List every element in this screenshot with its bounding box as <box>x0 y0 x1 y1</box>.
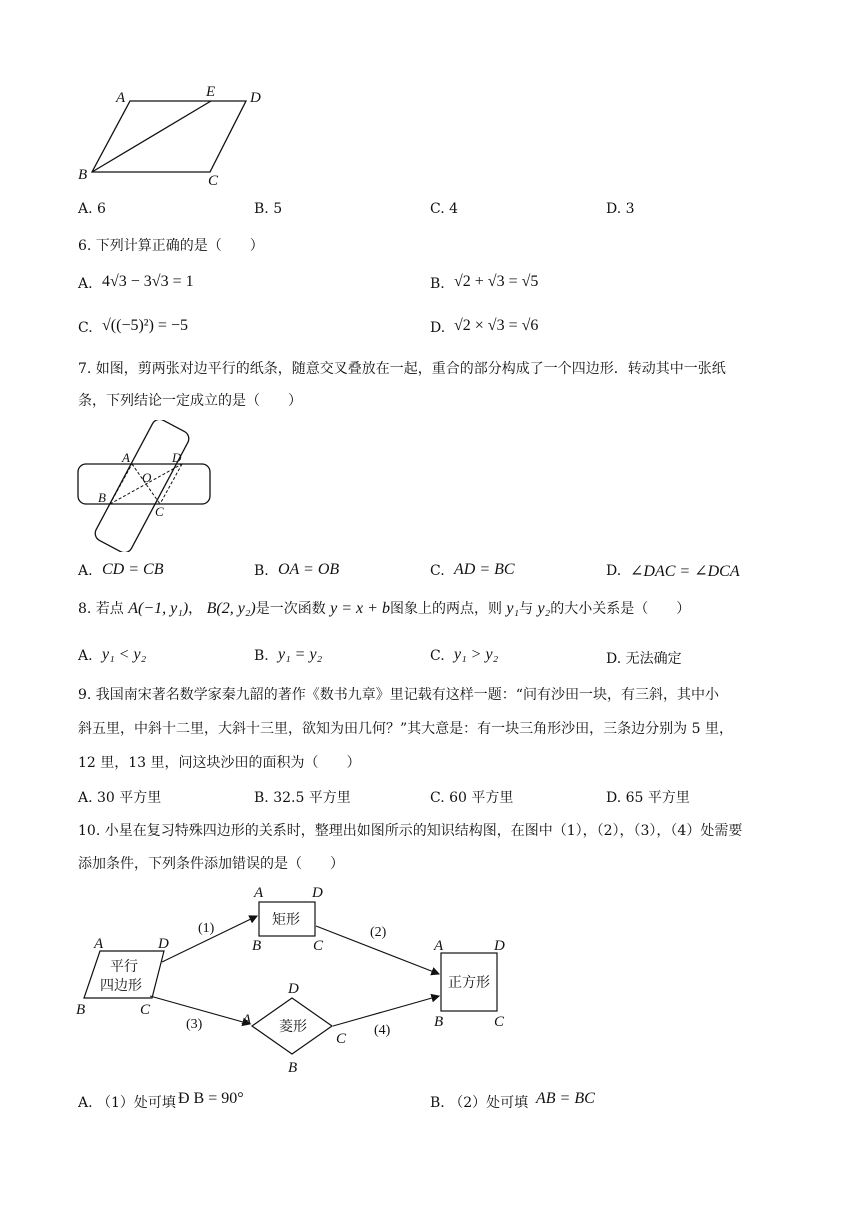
q6-option-c-expr: √((−5)²) = −5 <box>102 317 188 334</box>
q6-option-d-expr: √2 × √3 = √6 <box>454 317 539 334</box>
rhombus-label-d: D <box>288 981 299 997</box>
q7-option-b-label: B. <box>254 563 269 579</box>
q7-stem-line2: 条，下列结论一定成立的是（ ） <box>78 393 302 409</box>
q8-point-b: B(2, y₂) <box>206 600 256 617</box>
q8-option-b-label: B. <box>254 648 269 664</box>
q5-option-c: C. 4 <box>430 201 459 217</box>
rect-label-c: C <box>313 938 324 954</box>
q10-option-b-expr: AB = BC <box>536 1090 595 1107</box>
square-text: 正方形 <box>448 975 490 991</box>
q9-option-c: C. 60 平方里 <box>430 790 514 806</box>
q6-option-d-label: D. <box>430 320 446 336</box>
q8-option-a-label: A. <box>78 648 93 664</box>
para-label-a: A <box>94 936 104 952</box>
q5-option-b: B. 5 <box>254 201 283 217</box>
label-b: B <box>78 167 88 183</box>
rectangle-text: 矩形 <box>272 912 300 928</box>
arrow-label-3: (3) <box>186 1017 203 1032</box>
q7-stem-line1: 7. 如图，剪两张对边平行的纸条，随意交叉叠放在一起，重合的部分构成了一个四边形．转动其中一张纸 <box>78 361 726 377</box>
label-b: B <box>98 490 106 505</box>
q7-option-d-label: D. <box>606 563 622 579</box>
para-label-d: D <box>158 936 169 952</box>
arrow-label-1: (1) <box>198 921 215 936</box>
square-label-a: A <box>434 938 444 954</box>
q6-option-a-expr: 4√3 − 3√3 = 1 <box>102 273 194 290</box>
q8-stem-mid: 是一次函数 <box>255 601 326 617</box>
rect-label-d: D <box>312 885 323 901</box>
label-o: O <box>142 470 152 485</box>
q9-line3: 12 里，13 里，问这块沙田的面积为（ ） <box>78 755 361 771</box>
label-c: C <box>155 504 164 519</box>
label-a: A <box>122 450 130 465</box>
q7-option-c-expr: AD = BC <box>454 561 515 578</box>
q8-option-a-expr: y₁ < y₂ <box>102 646 147 663</box>
q5-option-a: A. 6 <box>78 201 106 217</box>
rhombus-label-b: B <box>288 1060 298 1076</box>
q9-option-d: D. 65 平方里 <box>606 790 690 806</box>
label-d: D <box>172 450 182 465</box>
q8-option-c-expr: y₁ > y₂ <box>454 646 499 663</box>
parallelogram-text-line1: 平行 <box>110 959 138 975</box>
label-e: E <box>206 84 216 100</box>
q7-figure <box>76 420 214 552</box>
label-c: C <box>208 173 219 189</box>
parallelogram-text-line2: 四边形 <box>100 978 142 994</box>
para-label-b: B <box>76 1002 86 1018</box>
q10-line2: 添加条件，下列条件添加错误的是（ ） <box>78 856 344 872</box>
q8-stem-mid2: 图象上的两点，则 <box>389 601 502 617</box>
rect-label-a: A <box>254 885 264 901</box>
segment-be <box>92 101 211 172</box>
q9-option-b: B. 32.5 平方里 <box>254 790 351 806</box>
parallelogram-abcd <box>92 101 246 172</box>
q7-option-d-expr: ∠DAC = ∠DCA <box>630 563 740 580</box>
q5-option-d: D. 3 <box>606 201 635 217</box>
para-label-c: C <box>140 1002 151 1018</box>
q8-option-d: D. 无法确定 <box>606 651 682 667</box>
q7-option-b-expr: OA = OB <box>278 561 340 578</box>
q8-y2: y₂ <box>537 600 551 617</box>
q6-option-b-label: B. <box>430 276 445 292</box>
q7-option-a-label: A. <box>78 563 93 579</box>
rect-label-b: B <box>252 938 262 954</box>
arrow-label-2: (2) <box>370 925 387 940</box>
arrow-label-4: (4) <box>374 1023 391 1038</box>
q6-option-c-label: C. <box>78 320 93 336</box>
arrow-4 <box>333 996 439 1026</box>
q8-option-c-label: C. <box>430 648 445 664</box>
label-a: A <box>116 90 126 106</box>
q8-sep: ， <box>188 601 203 617</box>
q6-stem: 6. 下列计算正确的是（ ） <box>78 238 264 254</box>
q7-option-a-expr: CD = CB <box>102 561 164 578</box>
rhombus-label-a: A <box>242 1012 252 1028</box>
q10-line1: 10. 小星在复习特殊四边形的关系时，整理出如图所示的知识结构图，在图中（1），（2），（3），（4）处需要 <box>78 823 743 839</box>
q8-option-b-expr: y₁ = y₂ <box>278 646 323 663</box>
square-label-b: B <box>434 1014 444 1030</box>
q10-knowledge-diagram <box>70 878 520 1078</box>
rhombus-label-c: C <box>336 1031 347 1047</box>
q10-option-a-label: A. （1）处可填 <box>78 1095 176 1111</box>
q8-stem-pre: 8. 若点 <box>78 601 124 617</box>
rhombus-text: 菱形 <box>279 1019 307 1035</box>
q8-stem <box>78 598 690 618</box>
q10-option-b-label: B. （2）处可填 <box>430 1095 529 1111</box>
q8-stem-post: 的大小关系是（ ） <box>550 601 691 617</box>
q9-option-a: A. 30 平方里 <box>78 790 162 806</box>
q10-option-a-expr: Ð B = 90° <box>178 1090 244 1107</box>
q9-line1: 9. 我国南宋著名数学家秦九韶的著作《数书九章》里记载有这样一题：“问有沙田一块，有三斜，其中小 <box>78 687 719 703</box>
q9-line2: 斜五里，中斜十二里，大斜十三里，欲知为田几何？”其大意是：有一块三角形沙田，三条边分别为 5 里， <box>78 721 733 737</box>
q6-option-b-expr: √2 + √3 = √5 <box>454 273 539 290</box>
q5-figure <box>78 82 278 190</box>
square-label-d: D <box>494 938 505 954</box>
q8-stem-mid3: 与 <box>519 601 534 617</box>
q8-point-a: A(−1, y₁) <box>128 600 189 617</box>
square-label-c: C <box>494 1014 505 1030</box>
label-d: D <box>250 90 261 106</box>
q8-function: y = x + b <box>330 600 390 617</box>
q8-y1: y₁ <box>506 600 520 617</box>
q7-option-c-label: C. <box>430 563 445 579</box>
q6-option-a-label: A. <box>78 276 93 292</box>
